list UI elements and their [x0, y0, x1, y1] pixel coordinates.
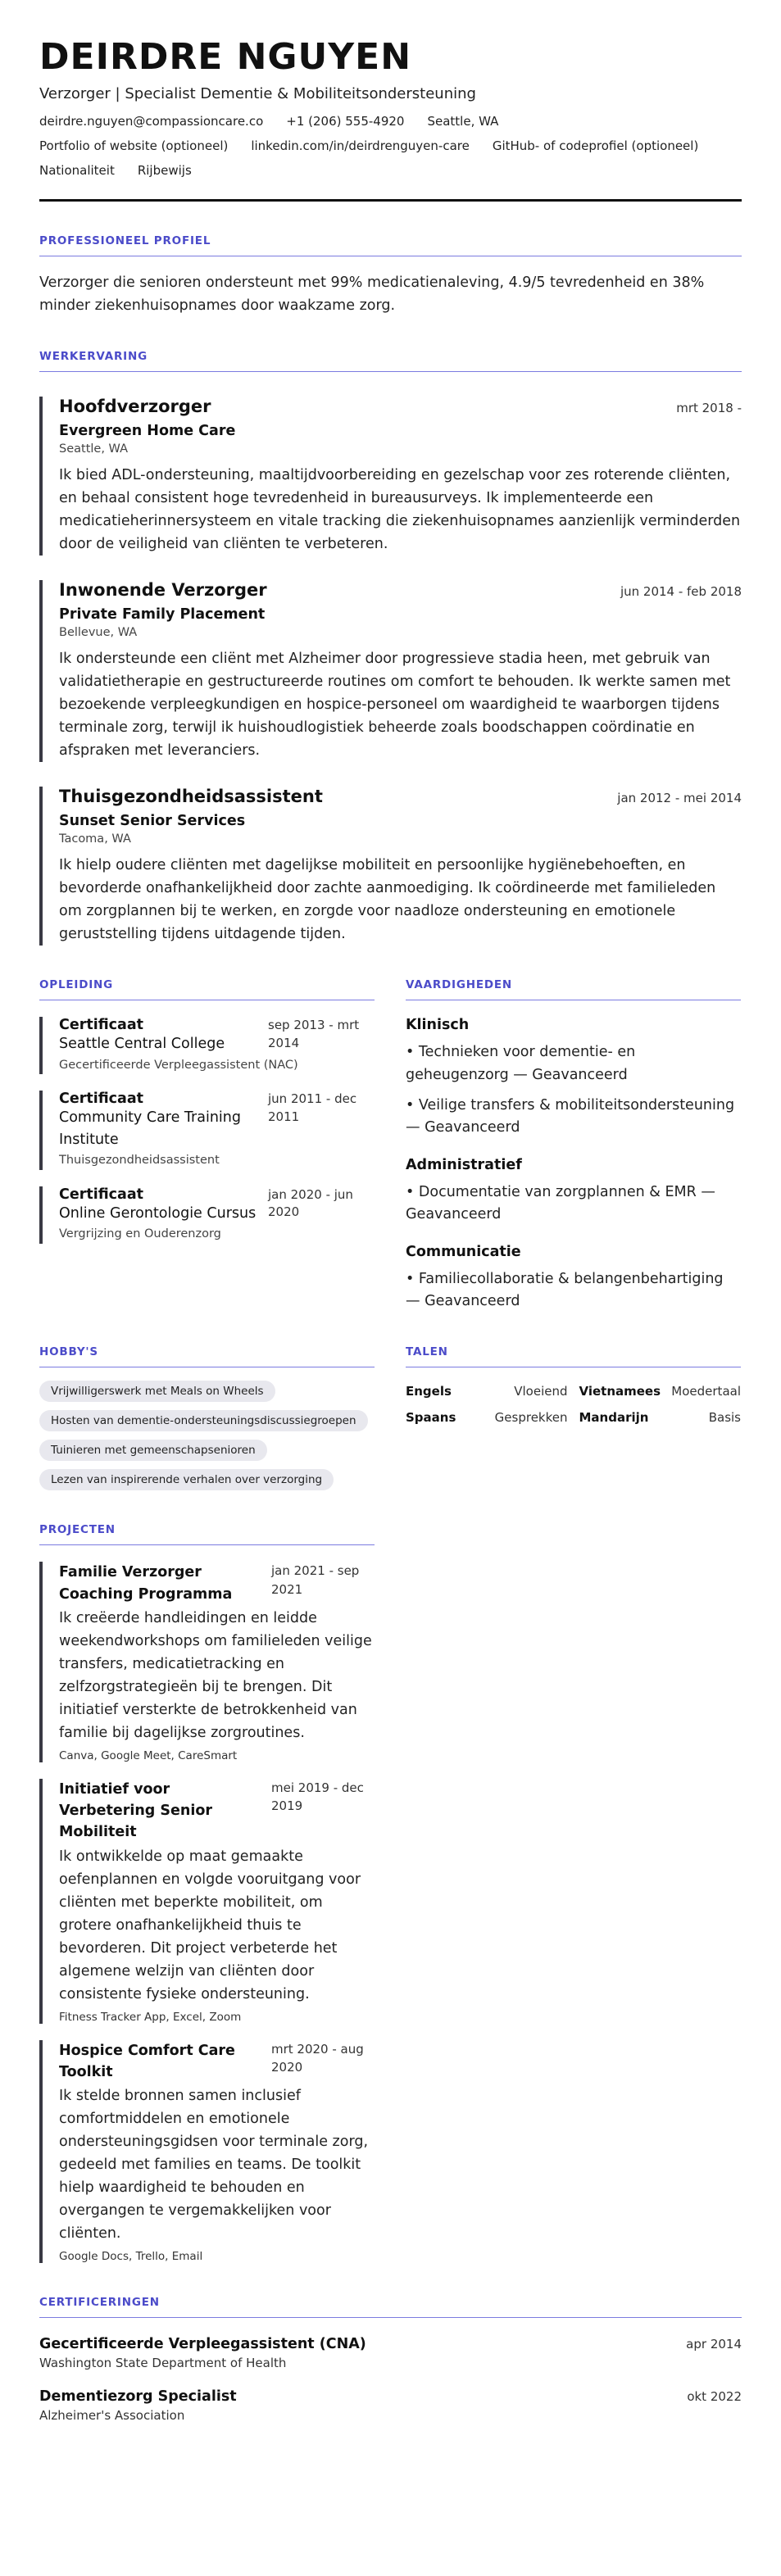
job-date: mrt 2018 - — [676, 401, 742, 416]
contact-row — [39, 114, 742, 129]
job-date: jan 2012 - mei 2014 — [617, 791, 742, 806]
education-date: jan 2020 - jun 2020 — [268, 1186, 353, 1220]
project-date: jan 2021 - sep 2021 — [271, 1563, 360, 1597]
education-school: Online Gerontologie Cursus — [59, 1204, 257, 1222]
education-entry — [39, 1186, 375, 1244]
hobbies-section — [39, 1313, 375, 1490]
language-item — [406, 1410, 568, 1425]
section-title: PROFESSIONEEL PROFIEL — [39, 234, 742, 256]
skill-item: • Documentatie van zorgplannen & EMR — Geavanceerd — [406, 1183, 715, 1223]
linkedin-link[interactable]: linkedin.com/in/deirdrenguyen-care — [251, 138, 470, 154]
candidate-name: DEIRDRE NGUYEN — [39, 36, 412, 78]
skill-item: • Familiecollaboratie & belangenbehartiging — Geavanceerd — [406, 1271, 724, 1310]
project-tools: Canva, Google Meet, CareSmart — [59, 1748, 238, 1762]
candidate-headline: Verzorger | Specialist Dementie & Mobiliteitsondersteuning — [39, 85, 476, 103]
skill-category: Administratief — [406, 1156, 522, 1173]
resume-header — [39, 38, 742, 202]
project-description: Ik ontwikkelde op maat gemaakte oefenplannen en volgde vooruitgang voor cliënten met beperkte mobiliteit, om grotere onafhankelijkheid thuis te bevorderen. Dit project verbeterde het algemene welzijn van cliënten door consistente fysieke ondersteuning. — [59, 1848, 361, 2002]
project-date: mei 2019 - dec 2019 — [271, 1780, 364, 1814]
language-item — [406, 1384, 568, 1399]
languages-section — [406, 1313, 741, 1490]
project-entry — [39, 1779, 375, 2024]
language-name: Engels — [406, 1384, 452, 1399]
job-company: Private Family Placement — [59, 606, 266, 624]
header-divider — [39, 199, 742, 202]
education-field: Thuisgezondheidsassistent — [59, 1153, 220, 1167]
certification-entry — [39, 2336, 742, 2370]
hobby-tag: Hosten van dementie-ondersteuningsdiscussiegroepen — [39, 1410, 368, 1431]
skill-category: Communicatie — [406, 1244, 521, 1261]
job-description: Ik bied ADL-ondersteuning, maaltijdvoorbereiding en gezelschap voor zes roterende cliënten, en behaal consistent hoge tevredenheid in bureausurveys. Ik implementeerde een medicatieherinnersysteem en vitale tracking die ziekenhuisopnames aanzienlijk verminderden door de veiligheid van cliënten te verbeteren. — [59, 467, 741, 553]
hobby-tag: Lezen van inspirerende verhalen over verzorging — [39, 1469, 334, 1490]
github-link[interactable]: GitHub- of codeprofiel (optioneel) — [492, 138, 699, 154]
section-title: HOBBY'S — [39, 1345, 375, 1367]
projects-row — [39, 1490, 742, 2263]
education-field: Vergrijzing en Ouderenzorg — [59, 1227, 221, 1240]
hobby-tag: Vrijwilligerswerk met Meals on Wheels — [39, 1381, 275, 1402]
education-entry — [39, 1017, 375, 1074]
project-entry — [39, 1562, 375, 1762]
section-title: WERKERVARING — [39, 350, 742, 372]
portfolio-link[interactable]: Portfolio of website (optioneel) — [39, 138, 229, 154]
project-description: Ik creëerde handleidingen en leidde weekendworkshops om familieleden veilige transfers, medicatietracking en zelfzorgstrategieën bij te brengen. Dit initiatief versterkte de betrokkenheid van familie bij dagelijkse zorgroutines. — [59, 1609, 372, 1741]
profile-section — [39, 234, 742, 317]
language-name: Vietnamees — [579, 1384, 661, 1399]
project-tools: Fitness Tracker App, Excel, Zoom — [59, 2010, 242, 2024]
phone-number: +1 (206) 555-4920 — [286, 114, 405, 129]
education-date: jun 2011 - dec 2011 — [268, 1091, 357, 1125]
certification-issuer: Washington State Department of Health — [39, 2356, 287, 2371]
section-title: OPLEIDING — [39, 978, 375, 1000]
job-location: Tacoma, WA — [59, 832, 131, 846]
project-date: mrt 2020 - aug 2020 — [271, 2041, 364, 2075]
job-company: Sunset Senior Services — [59, 813, 246, 830]
job-entry — [39, 580, 742, 762]
education-entry — [39, 1091, 375, 1169]
language-item — [579, 1384, 742, 1399]
job-description: Ik hielp oudere cliënten met dagelijkse mobiliteit en persoonlijke hygiënebehoeften, en bevorderde onafhankelijkheid door zachte aanmoediging. Ik coördineerde met familieleden om zorgplannen bij te werken, en zorgde voor naadloze ondersteuning en emotionele geruststelling tijdens uitdagende tijden. — [59, 857, 716, 943]
language-level: Basis — [708, 1410, 741, 1426]
language-name: Mandarijn — [579, 1410, 649, 1426]
language-level: Moedertaal — [671, 1384, 741, 1399]
job-company: Evergreen Home Care — [59, 423, 236, 440]
certification-issuer: Alzheimer's Association — [39, 2408, 185, 2424]
certification-date: okt 2022 — [687, 2389, 742, 2405]
project-description: Ik stelde bronnen samen inclusief comfortmiddelen en emotionele ondersteuningsgidsen voor terminale zorg, gedeeld met families en teams. De toolkit hielp waardigheid te behouden en overgangen te vergemakkelijken voor cliënten. — [59, 2088, 369, 2243]
section-title: PROJECTEN — [39, 1523, 375, 1545]
job-title: Thuisgezondheidsassistent — [59, 787, 323, 807]
education-school: Community Care Training Institute — [59, 1109, 241, 1148]
job-entry — [39, 397, 742, 556]
location: Seattle, WA — [427, 114, 499, 129]
profile-summary: Verzorger die senioren ondersteunt met 99% medicatienaleving, 4.9/5 tevredenheid en 38% minder ziekenhuisopnames door waakzame zorg. — [39, 274, 705, 315]
education-field: Gecertificeerde Verpleegassistent (NAC) — [59, 1058, 298, 1072]
project-title: Hospice Comfort Care Toolkit — [59, 2042, 235, 2080]
email-link[interactable]: deirdre.nguyen@compassioncare.co — [39, 114, 264, 129]
education-school: Seattle Central College — [59, 1036, 225, 1053]
language-level: Gesprekken — [494, 1410, 568, 1426]
language-item — [579, 1410, 742, 1425]
job-location: Seattle, WA — [59, 442, 129, 456]
section-title: CERTIFICERINGEN — [39, 2296, 742, 2318]
project-tools: Google Docs, Trello, Email — [59, 2250, 203, 2264]
project-title: Initiatief voor Verbetering Senior Mobiliteit — [59, 1780, 213, 1841]
hobbies-languages-row — [39, 1313, 742, 1490]
drivers-license: Rijbewijs — [137, 163, 192, 179]
education-skills-row — [39, 946, 742, 1313]
job-location: Bellevue, WA — [59, 626, 138, 640]
project-title: Familie Verzorger Coaching Programma — [59, 1564, 233, 1603]
job-title: Inwonende Verzorger — [59, 580, 267, 601]
skills-section — [406, 946, 741, 1313]
nationality: Nationaliteit — [39, 163, 115, 179]
links-row — [39, 138, 742, 153]
education-degree: Certificaat — [59, 1017, 144, 1034]
certification-date: apr 2014 — [686, 2337, 742, 2352]
job-title: Hoofdverzorger — [59, 397, 211, 417]
certification-name: Dementiezorg Specialist — [39, 2388, 237, 2406]
skill-item: • Technieken voor dementie- en geheugenzorg — Geavanceerd — [406, 1044, 636, 1083]
education-date: sep 2013 - mrt 2014 — [268, 1018, 360, 1051]
skill-category: Klinisch — [406, 1017, 470, 1034]
job-entry — [39, 787, 742, 946]
certifications-section — [39, 2296, 742, 2423]
projects-section — [39, 1490, 375, 2263]
education-section — [39, 946, 375, 1313]
hobby-tag: Tuinieren met gemeenschapsenioren — [39, 1440, 267, 1461]
experience-section — [39, 350, 742, 946]
certification-name: Gecertificeerde Verpleegassistent (CNA) — [39, 2336, 366, 2353]
job-description: Ik ondersteunde een cliënt met Alzheimer door progressieve stadia heen, met gebruik van validatietherapie en gestructureerde routines om comfort te behouden. Ik werkte samen met bezoekende verpleegkundigen en hospice-personeel om waardigheid te waarborgen tijdens terminale zorg, terwijl ik huishoudlogistiek beheerde zoals boodschappen coördinatie en afspraken met leveranciers. — [59, 651, 731, 760]
education-degree: Certificaat — [59, 1091, 144, 1108]
section-title: VAARDIGHEDEN — [406, 978, 741, 1000]
education-degree: Certificaat — [59, 1186, 144, 1203]
personal-row — [39, 163, 742, 178]
job-date: jun 2014 - feb 2018 — [620, 584, 742, 600]
project-entry — [39, 2040, 375, 2264]
skill-item: • Veilige transfers & mobiliteitsondersteuning — Geavanceerd — [406, 1096, 735, 1136]
section-title: TALEN — [406, 1345, 741, 1367]
language-level: Vloeiend — [514, 1384, 568, 1399]
language-name: Spaans — [406, 1410, 456, 1426]
certification-entry — [39, 2388, 742, 2423]
